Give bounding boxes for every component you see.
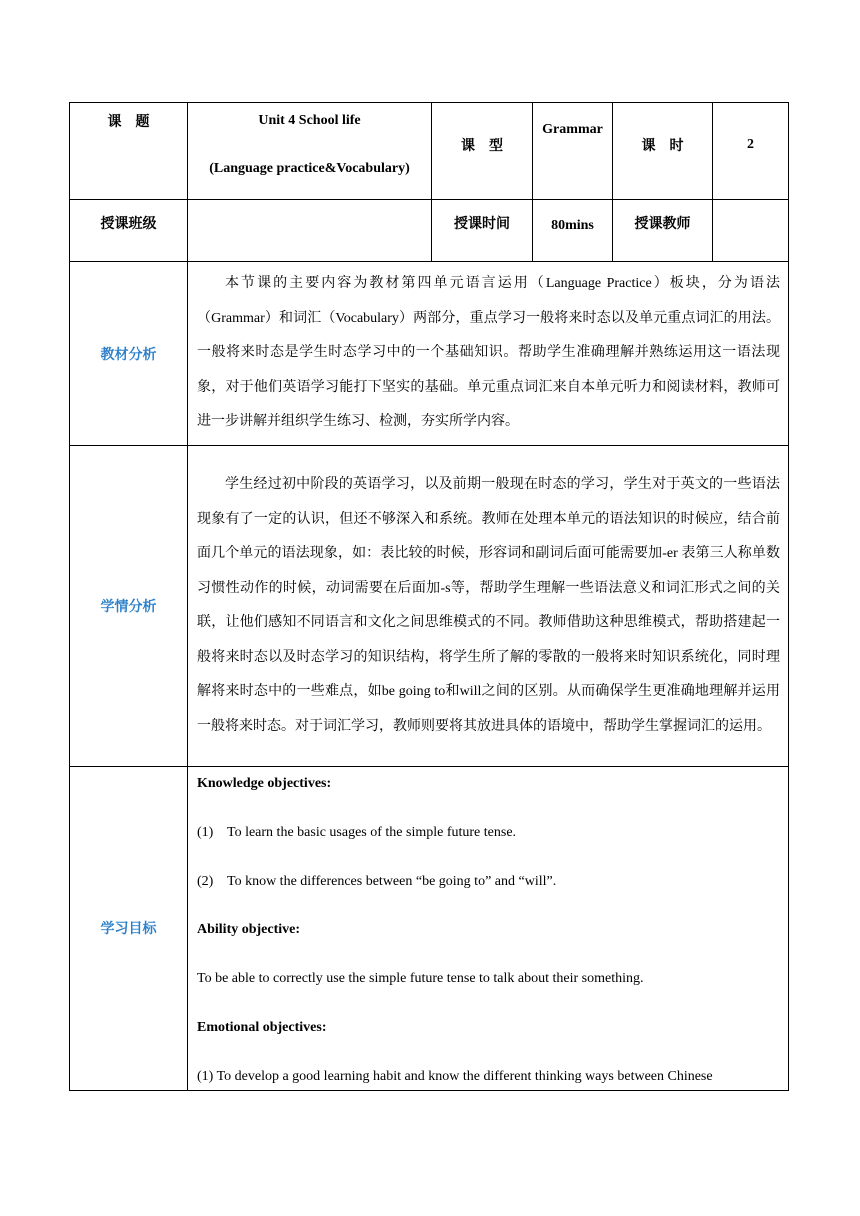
lesson-plan-table (69, 102, 788, 1091)
knowledge-item-1 (197, 816, 780, 865)
unit-title-cell (188, 103, 432, 200)
class-label: 授课班级 (70, 200, 188, 262)
class-value (188, 200, 432, 262)
type-value: Grammar (533, 103, 613, 200)
emotional-item-1: (1) To develop a good learning habit and know the different thinking ways between Chinese (197, 1068, 713, 1084)
topic-label: 课 题 (70, 103, 188, 200)
knowledge-heading: Knowledge objectives: (197, 776, 332, 791)
teacher-value (713, 200, 789, 262)
ability-text: To be able to correctly use the simple future tense to talk about their something. (197, 971, 644, 987)
unit-title: Unit 4 School life (258, 113, 361, 128)
knowledge-item-1-num: (1) (197, 824, 214, 840)
teacher-label: 授课教师 (613, 200, 713, 262)
time-label: 授课时间 (432, 200, 533, 262)
type-label: 课 型 (432, 103, 533, 200)
student-analysis-cell (188, 446, 789, 767)
knowledge-item-1-text: To learn the basic usages of the simple future tense. (227, 824, 517, 840)
knowledge-item-2-num: (2) (197, 873, 214, 889)
textbook-analysis-label: 教材分析 (70, 262, 188, 446)
objectives-cell (188, 767, 789, 1091)
objectives-label: 学习目标 (70, 767, 188, 1091)
knowledge-item-2-text: To know the differences between “be going to” and “will”. (227, 873, 557, 889)
time-value: 80mins (533, 200, 613, 262)
ability-heading: Ability objective: (197, 922, 301, 938)
emotional-heading: Emotional objectives: (197, 1019, 327, 1035)
textbook-analysis-cell (188, 262, 789, 446)
unit-subtitle: (Language practice&Vocabulary) (209, 161, 410, 176)
student-analysis-label: 学情分析 (70, 446, 188, 767)
period-label: 课 时 (613, 103, 713, 200)
period-value: 2 (713, 103, 789, 200)
textbook-analysis-text: 本节课的主要内容为教材第四单元语言运用（Language Practice）板块，分为语法（Grammar）和词汇（Vocabulary）两部分，重点学习一般将来时态以及单元重点词汇的用法。一般将来时态是学生时态学习中的一个基础知识。帮助学生准确理解并熟练运用这一语法现象，对于他们英语学习能打下坚实的基础。单元重点词汇来自本单元听力和阅读材料，教师可进一步讲解并组织学生练习、检测，夯实所学内容。 (197, 276, 780, 430)
student-analysis-text: 学生经过初中阶段的英语学习，以及前期一般现在时态的学习，学生对于英文的一些语法现象有了一定的认识，但还不够深入和系统。教师在处理本单元的语法知识的时候应，结合前面几个单元的语法现象，如：表比较的时候，形容词和副词后面可能需要加-er 表第三人称单数习惯性动作的时候，动词需要在后面加-s等，帮助学生理解一些语法意义和词汇形式之间的关联，让他们感知不同语言和文化之间思维模式的不同。教师借助这种思维模式，帮助搭建起一般将来时态以及时态学习的知识结构，将学生所了解的零散的一般将来时知识系统化，同时理解将来时态中的一些难点，如be going to和will之间的区别。从而确保学生更准确地理解并运用一般将来时态。对于词汇学习，教师则要将其放进具体的语境中，帮助学生掌握词汇的运用。 (197, 477, 780, 734)
knowledge-item-2 (197, 865, 780, 914)
